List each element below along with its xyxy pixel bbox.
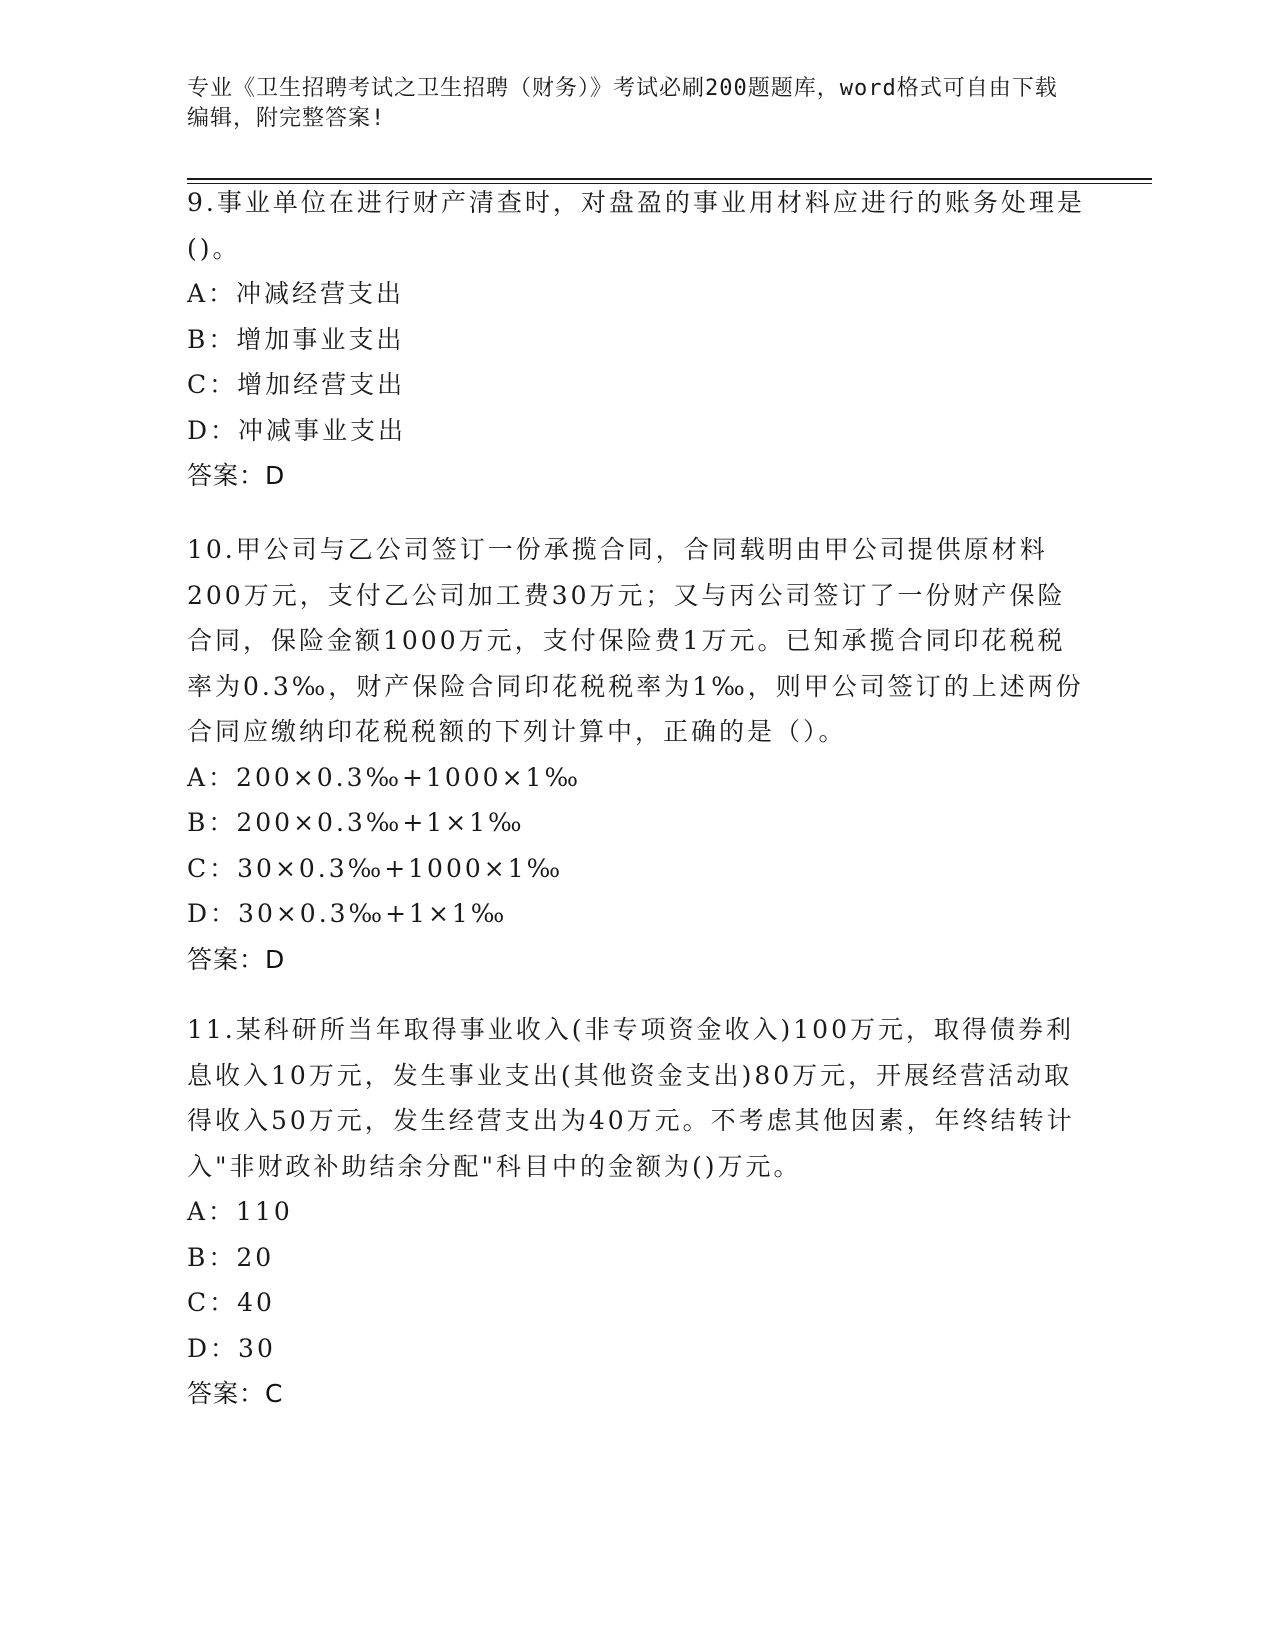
answer: 答案：C	[187, 1379, 284, 1408]
option-d: D：30	[187, 1333, 276, 1363]
question-9	[187, 180, 1087, 499]
option-a: A：110	[187, 1197, 293, 1226]
question-11	[187, 1007, 1087, 1417]
option-c: C：增加经营支出	[187, 370, 406, 399]
option-d: D：30×0.3‰+1×1‰	[187, 899, 508, 928]
option-c: C：40	[187, 1288, 275, 1317]
option-d: D：冲减事业支出	[187, 415, 407, 445]
option-b: B：增加事业支出	[187, 324, 405, 354]
answer: 答案：D	[187, 944, 286, 974]
question-stem: 11.某科研所当年取得事业收入(非专项资金收入)100万元，取得债券利息收入10万元，发生事业支出(其他资金支出)80万元，开展经营活动取得收入50万元，发生经营支出为40万元。不考虑其他因素，年终结转计入"非财政补助结余分配"科目中的金额为()万元。	[187, 1015, 1075, 1181]
option-a: A：200×0.3‰+1000×1‰	[187, 762, 581, 792]
question-stem: 9.事业单位在进行财产清查时，对盘盈的事业用材料应进行的账务处理是()。	[187, 188, 1085, 263]
answer: 答案：D	[187, 461, 286, 490]
option-c: C：30×0.3‰+1000×1‰	[187, 853, 564, 883]
option-b: B：20	[187, 1242, 275, 1272]
question-stem: 10.甲公司与乙公司签订一份承揽合同，合同载明由甲公司提供原材料200万元，支付乙公司加工费30万元；又与丙公司签订了一份财产保险合同，保险金额1000万元，支付保险费1万元。已知承揽合同印花税税率为0.3‰，财产保险合同印花税税率为1‰，则甲公司签订的上述两份合同应缴纳印花税税额的下列计算中，正确的是（）。	[187, 535, 1084, 746]
document-header: 专业《卫生招聘考试之卫生招聘（财务）》考试必刷200题题库，word格式可自由下载编辑，附完整答案!	[187, 76, 1058, 131]
question-10	[187, 527, 1087, 982]
option-a: A：冲减经营支出	[187, 279, 405, 308]
option-b: B：200×0.3‰+1×1‰	[187, 808, 525, 837]
